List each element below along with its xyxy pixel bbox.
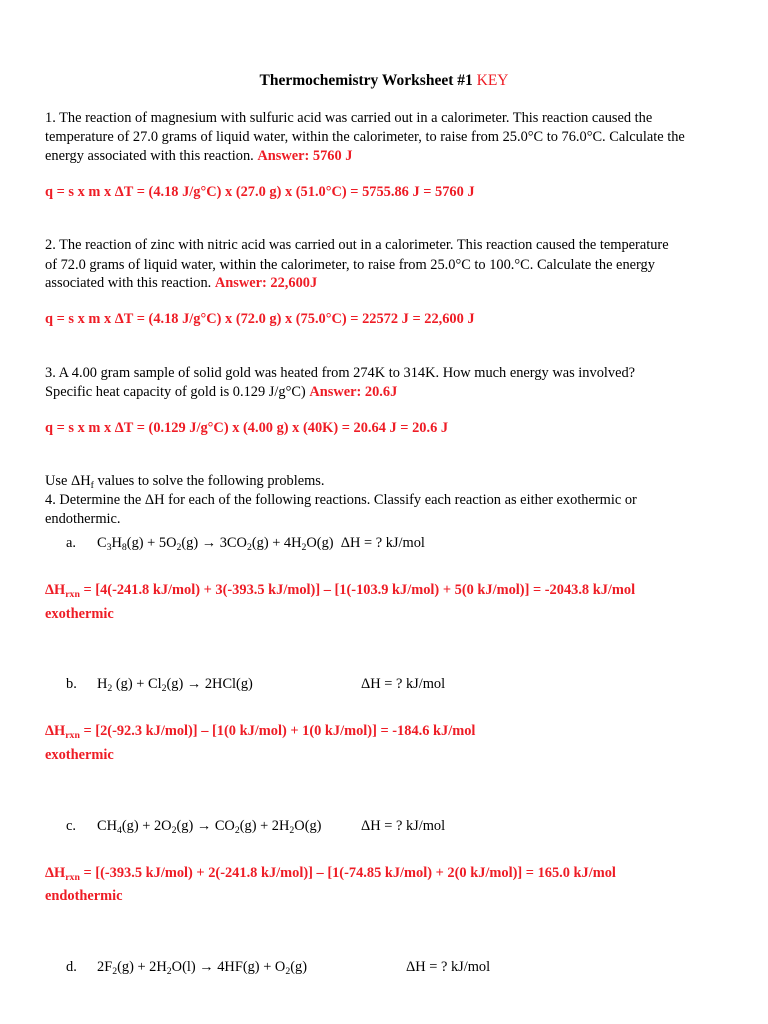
q3-work: q = s x m x ΔT = (0.129 J/g°C) x (4.00 g) x (40K) = 20.64 J = 20.6 J [45, 420, 449, 436]
q4c-dh: ΔH = ? kJ/mol [361, 818, 446, 834]
page-title [0, 72, 768, 90]
q4c-hrxn-sub: rxn [65, 871, 80, 883]
q4b-hrxn: ΔH [45, 723, 66, 739]
q4c-calc-text: = [(-393.5 kJ/mol) + 2(-241.8 kJ/mol)] – [1(-74.85 kJ/mol) + 2(0 kJ/mol)] = 165.0 kJ/mol [79, 865, 616, 881]
q4a-r-co2: 2 [246, 541, 252, 553]
q4a-classification: exothermic [45, 606, 114, 622]
q4a-hrxn-sub: rxn [65, 588, 80, 600]
q1-work: q = s x m x ΔT = (4.18 J/g°C) x (27.0 g) x (51.0°C) = 5755.86 J = 5760 J [45, 184, 475, 200]
q4a-r-o2: 2 [176, 541, 182, 553]
q4a-r-c3: 3 [106, 541, 112, 553]
q2-answer: Answer: 22,600J [214, 275, 318, 291]
q4-intro-pre: Use ΔH [45, 473, 91, 489]
q4c-reaction [97, 817, 321, 835]
q4d-r-r3: (g) [290, 959, 307, 975]
q4c-r-h2: 2 [289, 824, 295, 836]
q3-line2-text: Specific heat capacity of gold is 0.129 J/g°C) [45, 384, 306, 400]
q4a-r-r4: O(g) [306, 535, 334, 551]
q4b-reaction [97, 675, 253, 693]
q4c-letter: c. [66, 818, 76, 834]
q4a-r-r3: (g) + 4H [251, 535, 302, 551]
q4b-r-h2: 2 [107, 682, 113, 694]
q4d-r-r2: O(l) → 4HF(g) + O [171, 959, 286, 975]
q4a-r-r1: (g) + 5O [126, 535, 177, 551]
title-text: Thermochemistry Worksheet #1 [259, 72, 473, 89]
q4d-r-h2: 2 [166, 965, 172, 977]
q4-line1: 4. Determine the ΔH for each of the following reactions. Classify each reaction as either exothermic or [45, 492, 637, 508]
q4-line2: endothermic. [45, 511, 121, 527]
q4a-reaction [97, 534, 425, 552]
q2-line1: 2. The reaction of zinc with nitric acid was carried out in a calorimeter. This reaction caused the temperature [45, 237, 669, 253]
q4b-classification: exothermic [45, 747, 114, 763]
q4b-r-h: H [97, 676, 108, 692]
q1-line3 [45, 147, 352, 165]
q4-intro-sub: f [90, 479, 94, 491]
q4d-letter: d. [66, 959, 77, 975]
q4c-calc [45, 864, 616, 882]
q3-line2 [45, 383, 397, 401]
q4c-r-ch: CH [97, 818, 117, 834]
q2-work: q = s x m x ΔT = (4.18 J/g°C) x (72.0 g) x (75.0°C) = 22572 J = 22,600 J [45, 311, 475, 327]
q1-line2: temperature of 27.0 grams of liquid water, within the calorimeter, to raise from 25.0°C to 76.0°C. Calculate the [45, 129, 685, 145]
q4a-hrxn: ΔH [45, 582, 66, 598]
q4b-letter: b. [66, 676, 77, 692]
q2-line2: of 72.0 grams of liquid water, within the calorimeter, to raise from 25.0°C to 100.°C. Calculate the energy [45, 257, 655, 273]
title-key: KEY [476, 72, 509, 89]
q2-line3-text: associated with this reaction. [45, 275, 212, 291]
q4c-hrxn: ΔH [45, 865, 66, 881]
q4c-r-r1: (g) + 2O [121, 818, 172, 834]
q4b-dh: ΔH = ? kJ/mol [361, 676, 446, 692]
q4c-r-r4: O(g) [294, 818, 322, 834]
q4b-r-cl2: 2 [161, 682, 167, 694]
q4a-dh: ΔH = ? kJ/mol [340, 535, 425, 551]
q4-intro-post: values to solve the following problems. [93, 473, 325, 489]
q4d-r-o2: 2 [285, 965, 291, 977]
q4d-dh: ΔH = ? kJ/mol [406, 959, 491, 975]
q4d-r-f: 2F [97, 959, 113, 975]
q4a-calc [45, 581, 635, 599]
q4c-classification: endothermic [45, 888, 123, 904]
q4d-r-f2: 2 [112, 965, 118, 977]
q4a-r-h: H [111, 535, 122, 551]
q4c-r-r2: (g) → CO [176, 818, 235, 834]
q3-line1: 3. A 4.00 gram sample of solid gold was heated from 274K to 314K. How much energy was involved? [45, 365, 636, 381]
q4a-letter: a. [66, 535, 76, 551]
q4a-r-r2: (g) → 3CO [181, 535, 247, 551]
q4b-r-r1: (g) + Cl [112, 676, 162, 692]
q1-answer: Answer: 5760 J [257, 148, 353, 164]
q4a-r-h2: 2 [301, 541, 307, 553]
q4a-r-c: C [97, 535, 107, 551]
q4b-calc [45, 722, 475, 740]
q4c-r-o2: 2 [171, 824, 177, 836]
q4b-calc-text: = [2(-92.3 kJ/mol)] – [1(0 kJ/mol) + 1(0 kJ/mol)] = -184.6 kJ/mol [79, 723, 476, 739]
q1-line1: 1. The reaction of magnesium with sulfuric acid was carried out in a calorimeter. This reaction caused the [45, 110, 653, 126]
q4d-r-r1: (g) + 2H [117, 959, 167, 975]
q4a-calc-text: = [4(-241.8 kJ/mol) + 3(-393.5 kJ/mol)] – [1(-103.9 kJ/mol) + 5(0 kJ/mol)] = -2043.8 kJ/mol [79, 582, 636, 598]
q4a-r-h8: 8 [121, 541, 127, 553]
q4-intro [45, 472, 325, 490]
q4b-r-r2: (g) → 2HCl(g) [166, 676, 253, 692]
q1-line3-text: energy associated with this reaction. [45, 148, 254, 164]
q2-line3 [45, 274, 317, 292]
q4d-reaction [97, 958, 307, 976]
q4c-r-co2: 2 [234, 824, 240, 836]
q4c-r-r3: (g) + 2H [239, 818, 290, 834]
q3-answer: Answer: 20.6J [309, 384, 398, 400]
q4b-hrxn-sub: rxn [65, 729, 80, 741]
q4c-r-ch4: 4 [117, 824, 122, 836]
